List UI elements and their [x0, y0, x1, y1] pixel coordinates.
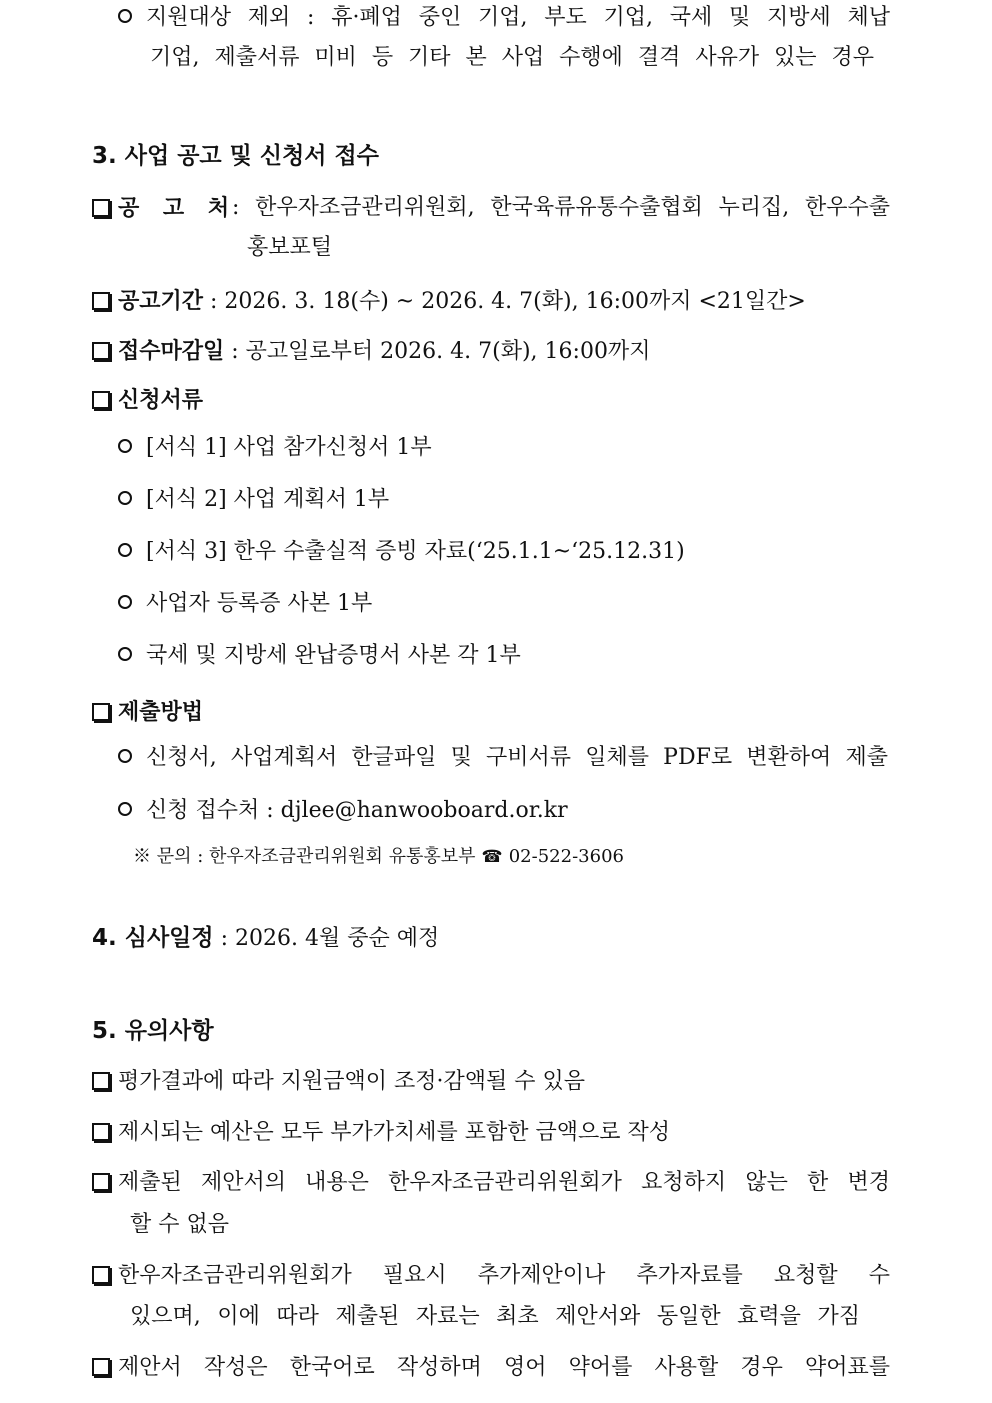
exclusion-item: 지원대상 제외 : 휴·폐업 중인 기업, 부도 기업, 국세 및 지방세 체납 — [118, 3, 890, 33]
period-value: : 2026. 3. 18(수) ~ 2026. 4. 7(화), 16:00까지 <21일간> — [210, 289, 806, 314]
contact-note — [133, 842, 624, 872]
method-item-email: 신청 접수처 : djlee@hanwooboard.or.kr — [118, 796, 568, 826]
caution-item: 평가결과에 따라 지원금액이 조정·감액될 수 있음 — [92, 1067, 585, 1097]
period-row — [92, 286, 806, 317]
checkbox-square-icon — [92, 703, 110, 721]
docs-row — [92, 385, 203, 416]
checkbox-square-icon — [92, 391, 110, 409]
circle-bullet-icon — [118, 749, 132, 763]
method-item: 신청서, 사업계획서 한글파일 및 구비서류 일체를 PDF로 변환하여 제출 — [118, 743, 888, 773]
notice-label: 공 고 처 — [118, 195, 238, 221]
caution-item: 제시되는 예산은 모두 부가가치세를 포함한 금액으로 작성 — [92, 1118, 670, 1148]
contact-prefix: ※ 문의 : 한우자조금관리위원회 유통홍보부 — [133, 846, 476, 867]
period-label: 공고기간 — [118, 288, 204, 314]
checkbox-square-icon — [92, 1266, 110, 1284]
section-4-row — [92, 923, 439, 954]
notice-value: : 한우자조금관리위원회, 한국육류유통수출협회 누리집, 한우수출 — [232, 195, 890, 220]
doc-item: [서식 3] 한우 수출실적 증빙 자료(‘25.1.1~‘25.12.31) — [118, 537, 685, 567]
docs-label: 신청서류 — [118, 387, 204, 413]
caution-item: 제안서 작성은 한국어로 작성하며 영어 약어를 사용할 경우 약어표를 — [92, 1353, 890, 1383]
doc-item: 국세 및 지방세 완납증명서 사본 각 1부 — [118, 641, 521, 671]
checkbox-square-icon — [92, 1358, 110, 1376]
phone-icon: ☎ — [481, 847, 503, 867]
caution-item-continuation: 있으며, 이에 따라 제출된 자료는 최초 제안서와 동일한 효력을 가짐 — [130, 1304, 860, 1329]
caution-item: 한우자조금관리위원회가 필요시 추가제안이나 추가자료를 요청할 수 — [92, 1261, 890, 1291]
checkbox-square-icon — [92, 199, 110, 217]
checkbox-square-icon — [92, 1123, 110, 1141]
circle-bullet-icon — [118, 9, 132, 23]
caution-item: 제출된 제안서의 내용은 한우자조금관리위원회가 요청하지 않는 한 변경 — [92, 1168, 890, 1198]
doc-item: 사업자 등록증 사본 1부 — [118, 589, 372, 619]
deadline-row — [92, 336, 650, 367]
checkbox-square-icon — [92, 292, 110, 310]
checkbox-square-icon — [92, 1173, 110, 1191]
contact-phone: 02-522-3606 — [508, 846, 624, 867]
section-4-heading: 4. 심사일정 — [92, 925, 214, 951]
section-5-heading: 5. 유의사항 — [92, 1018, 214, 1044]
method-label: 제출방법 — [118, 699, 204, 725]
notice-row — [92, 193, 237, 224]
circle-bullet-icon — [118, 439, 132, 453]
circle-bullet-icon — [118, 595, 132, 609]
caution-item-continuation: 할 수 없음 — [130, 1212, 229, 1237]
checkbox-square-icon — [92, 342, 110, 360]
circle-bullet-icon — [118, 543, 132, 557]
deadline-value: : 공고일로부터 2026. 4. 7(화), 16:00까지 — [231, 339, 651, 364]
circle-bullet-icon — [118, 802, 132, 816]
section-3-heading: 3. 사업 공고 및 신청서 접수 — [92, 143, 379, 169]
deadline-label: 접수마감일 — [118, 338, 225, 364]
notice-value-continuation: 홍보포털 — [247, 235, 333, 260]
exclusion-item-continuation: 기업, 제출서류 미비 등 기타 본 사업 수행에 결격 사유가 있는 경우 — [150, 45, 874, 70]
circle-bullet-icon — [118, 647, 132, 661]
checkbox-square-icon — [92, 1072, 110, 1090]
section-4-value: : 2026. 4월 중순 예정 — [220, 926, 440, 951]
doc-item: [서식 2] 사업 계획서 1부 — [118, 485, 389, 515]
doc-item: [서식 1] 사업 참가신청서 1부 — [118, 433, 432, 463]
circle-bullet-icon — [118, 491, 132, 505]
method-row — [92, 697, 203, 728]
